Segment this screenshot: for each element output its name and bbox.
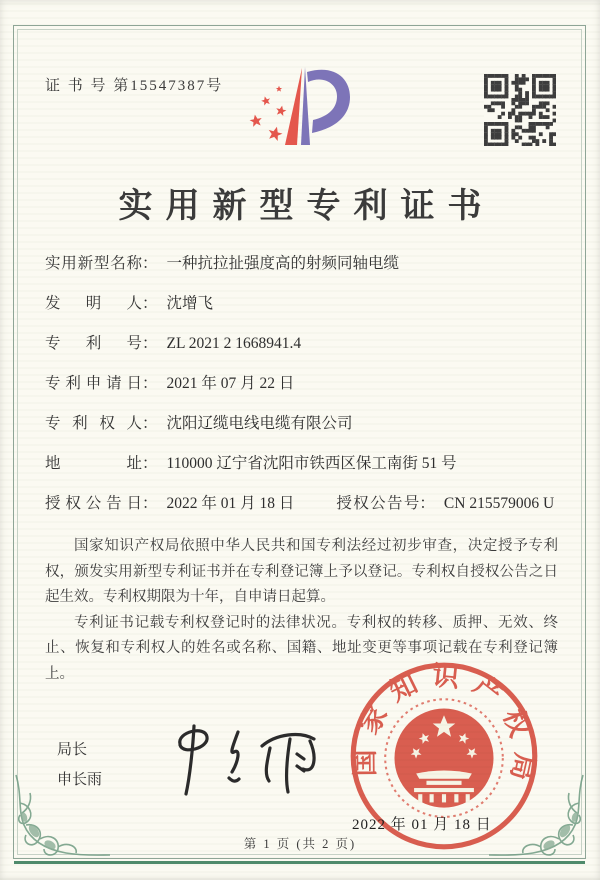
field-value: ZL 2021 2 1668941.4 (166, 335, 302, 352)
certificate-body (45, 254, 558, 687)
field-row: 实用新型名称： 一种抗拉扯强度高的射频同轴电缆 (45, 255, 400, 272)
cnipa-logo-icon (236, 58, 366, 163)
grant-date-label: 授权公告日 (45, 495, 142, 512)
field-label: 专利权人 (45, 415, 142, 432)
grant-no-label: 授权公告号 (336, 495, 420, 512)
commissioner-signature (150, 712, 330, 807)
certificate-number: 证 书 号 第15547387号 (45, 78, 224, 94)
field-row: 发明人： 沈增飞 (45, 295, 214, 312)
bottom-green-rule (14, 861, 585, 864)
seal-text: 国家知识产权局 (349, 660, 541, 796)
field-value: 110000 辽宁省沈阳市铁西区保工南街 51 号 (166, 455, 457, 472)
seal-date: 2022 年 01 月 18 日 (352, 817, 492, 833)
commissioner-block (57, 735, 102, 795)
field-row: 专利号： ZL 2021 2 1668941.4 (45, 335, 302, 352)
grant-date-value: 2022 年 01 月 18 日 (166, 495, 295, 512)
field-value: 2021 年 07 月 22 日 (166, 375, 295, 392)
field-label: 专利申请日 (45, 375, 142, 392)
certificate-title: 实用新型专利证书 (118, 188, 495, 225)
field-label: 地址 (45, 455, 142, 472)
grant-row: 授权公告日： 2022 年 01 月 18 日 授权公告号： CN 215579006 U (45, 495, 555, 512)
qr-code (484, 74, 556, 146)
field-value: 一种抗拉扯强度高的射频同轴电缆 (166, 255, 400, 272)
commissioner-title: 局长 (57, 741, 88, 758)
field-label: 专利号 (45, 335, 142, 352)
field-label: 发明人 (45, 295, 142, 312)
legal-paragraph-2: 专利证书记载专利权登记时的法律状况。专利权的转移、质押、无效、终止、恢复和专利权人的姓名或名称、国籍、地址变更等事项记载在专利登记簿上。 (45, 614, 558, 682)
field-row: 专利申请日： 2021 年 07 月 22 日 (45, 375, 295, 392)
legal-paragraph-1: 国家知识产权局依照中华人民共和国专利法经过初步审查，决定授予专利权，颁发实用新型专利证书并在专利登记簿上予以登记。专利权自授权公告之日起生效。专利权期限为十年，自申请日起算。 (45, 538, 558, 606)
commissioner-name: 申长雨 (57, 771, 103, 788)
field-label: 实用新型名称 (45, 255, 142, 272)
field-row: 专利权人： 沈阳辽缆电线电缆有限公司 (45, 415, 353, 432)
field-value: 沈阳辽缆电线电缆有限公司 (166, 415, 353, 432)
field-row: 地址： 110000 辽宁省沈阳市铁西区保工南街 51 号 (45, 455, 457, 472)
field-value: 沈增飞 (166, 295, 214, 312)
grant-no-value: CN 215579006 U (443, 495, 555, 512)
page-number: 第 1 页 (共 2 页) (243, 837, 357, 851)
